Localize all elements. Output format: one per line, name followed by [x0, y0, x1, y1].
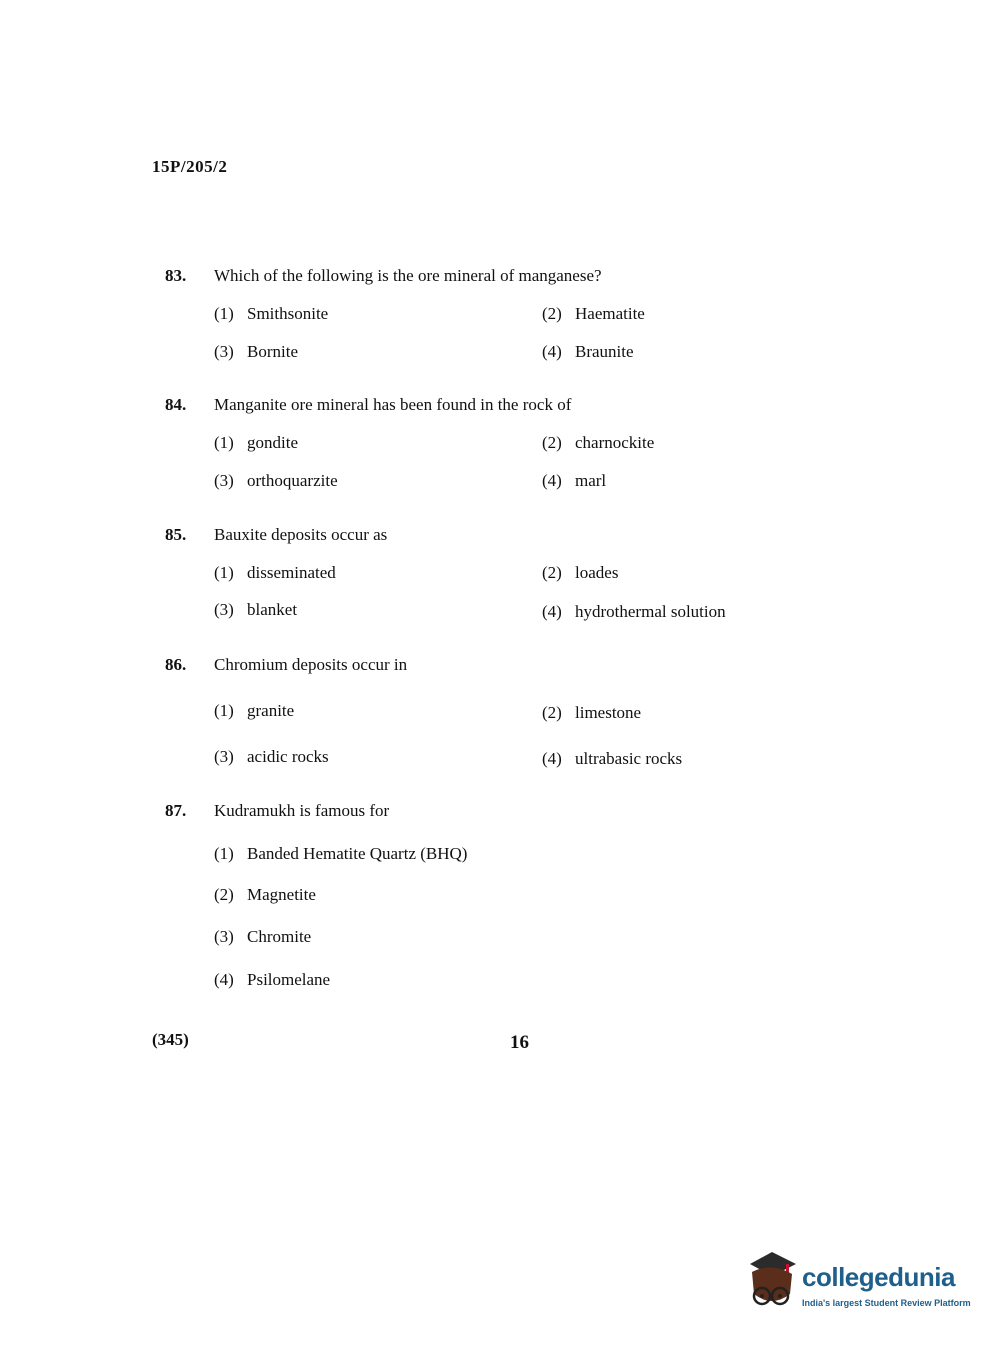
option-3: (3) Bornite	[214, 342, 298, 361]
question-number: 87.	[165, 801, 187, 820]
option-3: (3) orthoquarzite	[214, 471, 338, 490]
option-4: (4) Braunite	[542, 342, 634, 361]
option-1: (1) disseminated	[214, 563, 336, 582]
question-number: 84.	[165, 395, 187, 414]
page-number: 16	[510, 1032, 529, 1053]
option-4: (4) hydrothermal solution	[542, 602, 726, 621]
option-2: (2) Haematite	[542, 304, 645, 323]
option-2: (2) Magnetite	[214, 885, 316, 904]
option-4: (4) marl	[542, 471, 607, 490]
option-2: (2) limestone	[542, 703, 642, 722]
option-4: (4) ultrabasic rocks	[542, 749, 683, 768]
brand-name: collegedunia	[802, 1262, 955, 1292]
question-text: Manganite ore mineral has been found in the rock of	[214, 395, 572, 414]
question-number: 85.	[165, 525, 187, 544]
option-4: (4) Psilomelane	[214, 970, 331, 989]
paper-code: 15P/205/2	[152, 157, 228, 176]
option-1: (1) granite	[214, 701, 295, 720]
option-2: (2) charnockite	[542, 433, 655, 452]
student-mascot-icon	[742, 1250, 800, 1316]
question-text: Kudramukh is famous for	[214, 801, 390, 820]
question-number: 86.	[165, 655, 187, 674]
option-3: (3) Chromite	[214, 927, 312, 946]
option-2: (2) loades	[542, 563, 619, 582]
collegedunia-watermark	[742, 1250, 972, 1320]
option-1: (1) Smithsonite	[214, 304, 329, 323]
footer-code: (345)	[152, 1030, 189, 1049]
option-3: (3) blanket	[214, 600, 298, 619]
question-text: Chromium deposits occur in	[214, 655, 408, 674]
option-1: (1) gondite	[214, 433, 298, 452]
option-3: (3) acidic rocks	[214, 747, 329, 766]
question-text: Which of the following is the ore mineral of manganese?	[214, 266, 602, 285]
brand-tagline: India's largest Student Review Platform	[802, 1298, 971, 1308]
question-text: Bauxite deposits occur as	[214, 525, 388, 544]
question-number: 83.	[165, 266, 187, 285]
option-1: (1) Banded Hematite Quartz (BHQ)	[214, 844, 468, 863]
